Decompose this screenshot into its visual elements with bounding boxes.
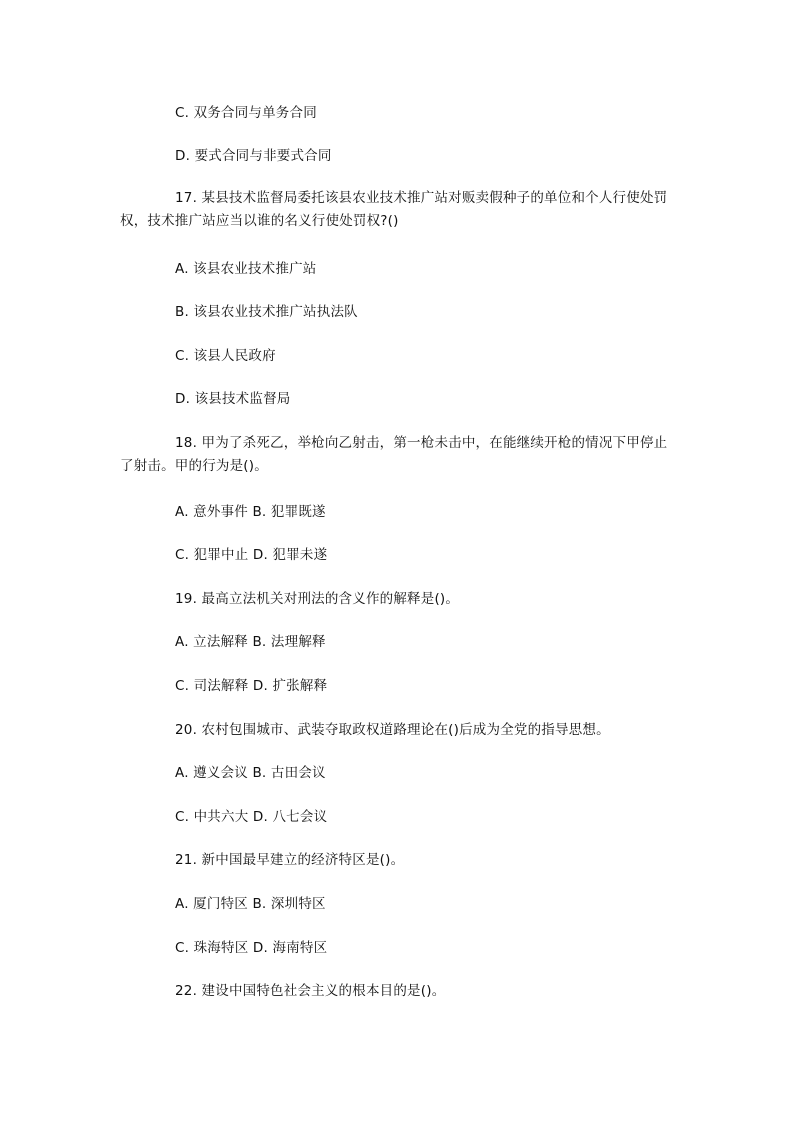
options-ab-21: A. 厦门特区 B. 深圳特区 <box>175 896 326 912</box>
question-19: 19. 最高立法机关对刑法的含义作的解释是()。 <box>175 591 460 607</box>
option-d-16: D. 要式合同与非要式合同 <box>175 148 332 164</box>
option-c-17: C. 该县人民政府 <box>175 348 276 364</box>
option-d-17: D. 该县技术监督局 <box>175 391 291 407</box>
options-ab-20: A. 遵义会议 B. 古田会议 <box>175 765 326 781</box>
question-18: 18. 甲为了杀死乙，举枪向乙射击，第一枪未击中，在能继续开枪的情况下甲停止了射击。甲的行为是()。 <box>120 435 668 474</box>
question-20: 20. 农村包围城市、武装夺取政权道路理论在()后成为全党的指导思想。 <box>175 722 610 738</box>
option-b-17: B. 该县农业技术推广站执法队 <box>175 304 358 320</box>
options-cd-21: C. 珠海特区 D. 海南特区 <box>175 940 328 956</box>
option-c-16: C. 双务合同与单务合同 <box>175 105 317 121</box>
options-cd-19: C. 司法解释 D. 扩张解释 <box>175 678 328 694</box>
question-21: 21. 新中国最早建立的经济特区是()。 <box>175 852 405 868</box>
options-cd-18: C. 犯罪中止 D. 犯罪未遂 <box>175 547 328 563</box>
options-ab-18: A. 意外事件 B. 犯罪既遂 <box>175 504 326 520</box>
options-cd-20: C. 中共六大 D. 八七会议 <box>175 809 328 825</box>
options-ab-19: A. 立法解释 B. 法理解释 <box>175 634 326 650</box>
question-17: 17. 某县技术监督局委托该县农业技术推广站对贩卖假种子的单位和个人行使处罚权，技术推广站应当以谁的名义行使处罚权?() <box>120 190 668 229</box>
option-a-17: A. 该县农业技术推广站 <box>175 261 317 277</box>
question-22: 22. 建设中国特色社会主义的根本目的是()。 <box>175 983 446 999</box>
